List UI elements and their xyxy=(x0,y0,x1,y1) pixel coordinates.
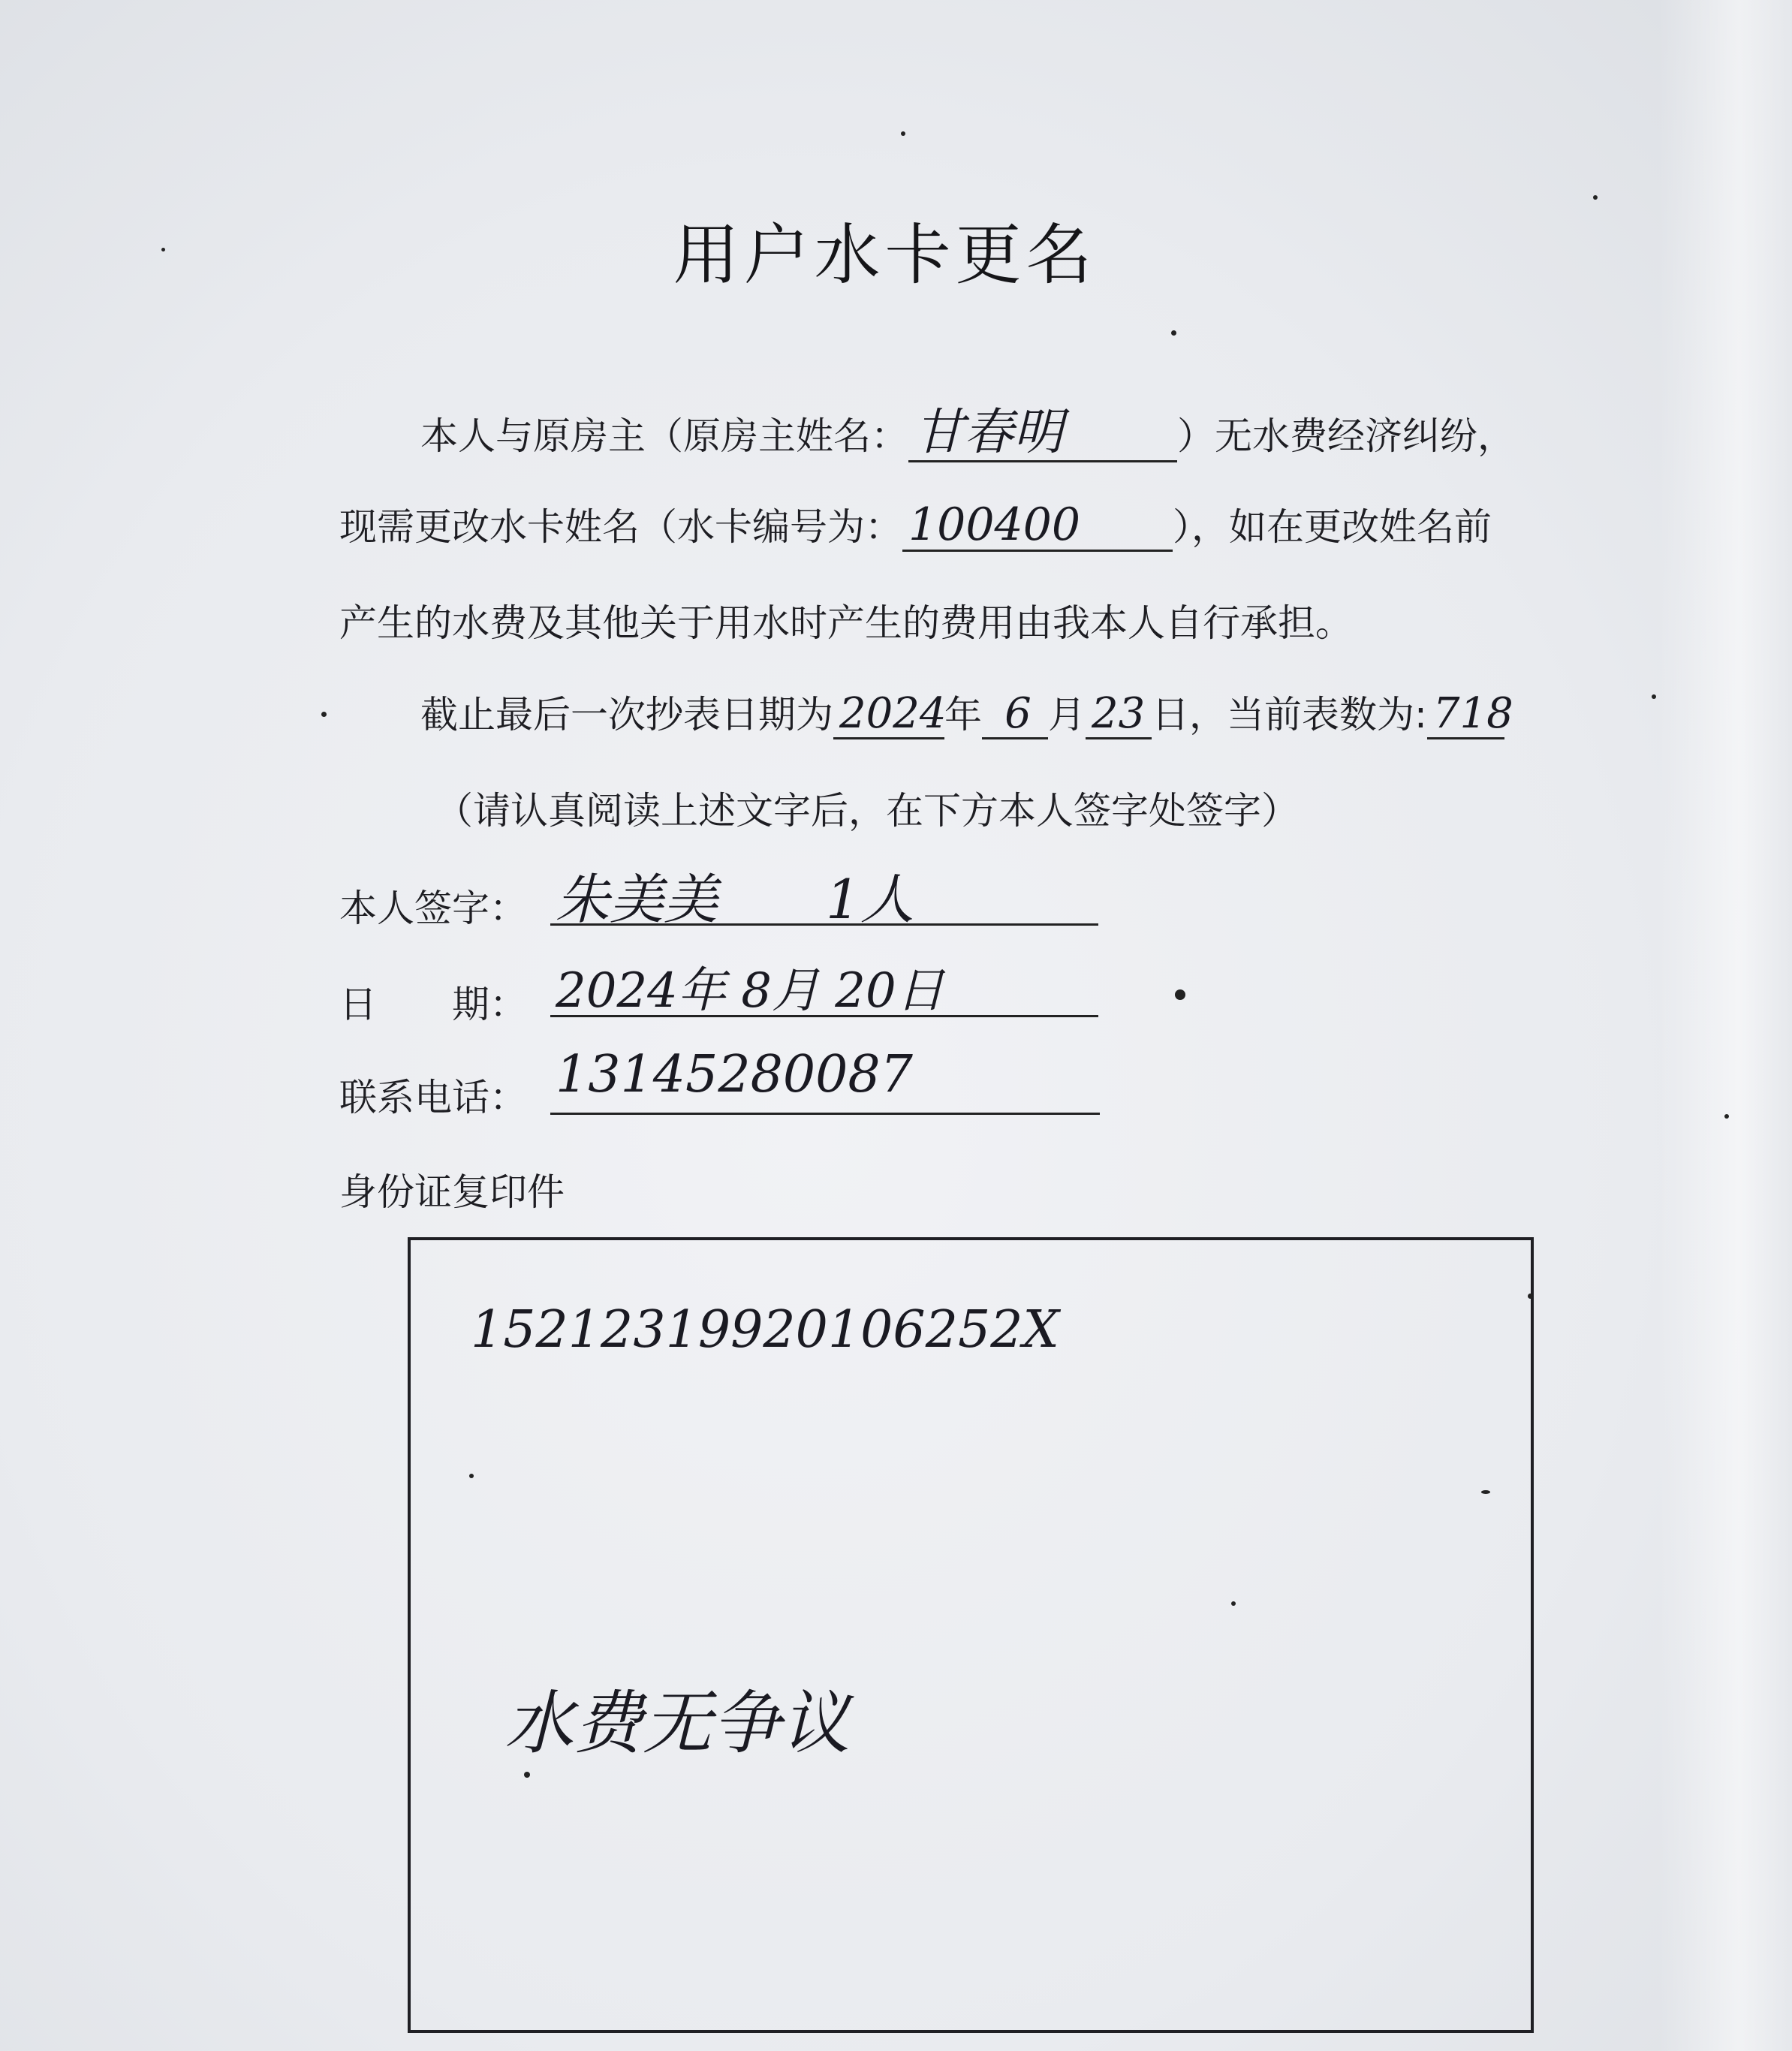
date-value: 2024年 8月 20日 xyxy=(556,963,944,1019)
meter-month-unit: 月 xyxy=(1048,693,1086,736)
dust-speck xyxy=(1652,694,1656,699)
phone-value: 13145280087 xyxy=(556,1045,913,1104)
dust-speck xyxy=(1481,1490,1490,1494)
signature-label: 本人签字： xyxy=(339,887,527,930)
dust-speck xyxy=(1593,195,1598,200)
card-number-suffix: ），如在更改姓名前 xyxy=(1173,505,1492,549)
dust-speck xyxy=(1175,989,1185,1000)
card-number-value: 100400 xyxy=(902,500,1173,552)
meter-year-unit: 年 xyxy=(944,693,982,736)
signing-instruction: （请认真阅读上述文字后，在下方本人签字处签字） xyxy=(435,789,1299,833)
paragraph-line-3: 产生的水费及其他关于用水时产生的费用由我本人自行承担。 xyxy=(339,601,1353,645)
dust-speck xyxy=(321,712,327,717)
paragraph-line-2 xyxy=(339,497,1492,552)
dust-speck xyxy=(1724,1114,1729,1119)
phone-underline xyxy=(550,1113,1100,1115)
id-copy-box xyxy=(408,1237,1534,2033)
dust-speck xyxy=(1171,330,1176,336)
paper-fold-shadow xyxy=(1659,0,1792,2051)
meter-day-unit: 日，当前表数为: xyxy=(1152,693,1427,736)
dust-speck xyxy=(1231,1601,1236,1606)
dust-speck xyxy=(161,248,165,251)
card-number-prefix: 现需更改水卡姓名（水卡编号为： xyxy=(339,505,902,549)
phone-label: 联系电话： xyxy=(339,1076,527,1119)
signature-value: 朱美美 1人 xyxy=(556,868,914,931)
dust-speck xyxy=(1528,1294,1533,1299)
meter-prefix: 截止最后一次抄表日期为 xyxy=(420,693,833,736)
meter-month-value: 6 xyxy=(982,691,1048,739)
dust-speck xyxy=(524,1772,530,1778)
meter-year-value: 2024 xyxy=(833,691,944,739)
id-box-note: 水费无争议 xyxy=(504,1683,851,1763)
id-copy-label: 身份证复印件 xyxy=(339,1170,565,1214)
dust-speck xyxy=(469,1474,474,1478)
meter-reading-value: 718 xyxy=(1427,691,1504,739)
meter-reading-line xyxy=(420,685,1513,739)
owner-name-prefix: 本人与原房主（原房主姓名： xyxy=(420,414,908,458)
date-label: 日 期： xyxy=(339,983,527,1026)
paragraph-line-1 xyxy=(420,405,1515,462)
owner-name-suffix: ）无水费经济纠纷， xyxy=(1177,414,1515,458)
id-number: 15212319920106252X xyxy=(471,1300,1059,1360)
meter-day-value: 23 xyxy=(1086,691,1152,739)
dust-speck xyxy=(901,131,905,136)
owner-name-value: 甘春明 xyxy=(908,405,1177,462)
document-title: 用户水卡更名 xyxy=(673,216,1097,294)
